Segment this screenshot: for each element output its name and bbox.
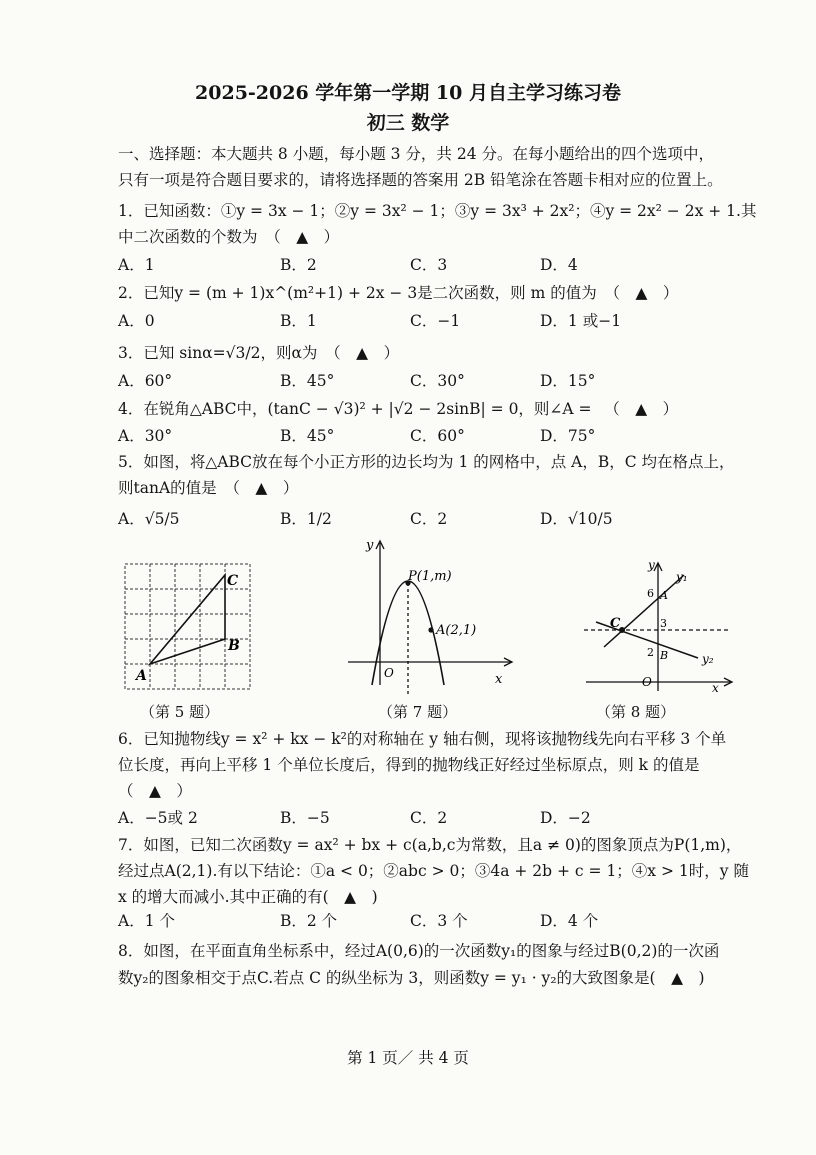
page-title: 2025-2026 学年第一学期 10 月自主学习练习卷 — [195, 82, 621, 104]
fig7-label-a: A(2,1) — [436, 623, 477, 638]
question-5-line-2: 则tanA的值是 （ ▲ ） — [118, 479, 299, 497]
question-1-option-a: A．1 — [118, 256, 155, 274]
fig8-tick-3: 3 — [660, 617, 667, 630]
question-6-line-3: （ ▲ ） — [118, 782, 192, 800]
fig7-label-x: x — [495, 672, 503, 687]
question-2-option-c: C．−1 — [410, 312, 461, 330]
figure-7-caption: （第 7 题） — [378, 703, 458, 721]
page-subtitle: 初三 数学 — [366, 112, 450, 134]
fig8-label-y: y — [648, 558, 655, 572]
fig7-label-y: y — [366, 538, 374, 553]
question-4-option-d: D．75° — [540, 427, 596, 445]
question-2-option-d: D．1 或−1 — [540, 312, 622, 330]
fig5-label-a: A — [136, 668, 147, 684]
page-footer: 第 1 页／ 共 4 页 — [347, 1049, 469, 1067]
question-1-line-2: 中二次函数的个数为 （ ▲ ） — [118, 228, 340, 246]
fig8-tick-2: 2 — [647, 646, 654, 659]
fig8-tick-6: 6 — [647, 587, 654, 600]
fig8-label-origin: O — [642, 675, 652, 689]
question-1-option-b: B．2 — [280, 256, 317, 274]
fig8-label-c: C — [610, 616, 621, 631]
fig8-label-y2: y₂ — [702, 652, 714, 666]
question-3-option-c: C．30° — [410, 372, 465, 390]
question-1-line-1: 1．已知函数：①y = 3x − 1；②y = 3x² − 1；③y = 3x³ + 2x²；④y = 2x² − 2x + 1.其 — [118, 202, 757, 220]
question-5-option-b: B．1/2 — [280, 510, 332, 528]
fig8-label-x: x — [712, 681, 719, 695]
question-6-option-d: D．−2 — [540, 809, 591, 827]
question-7-option-a: A．1 个 — [118, 912, 175, 930]
fig7-label-p: P(1,m) — [408, 569, 452, 584]
question-7-line-3: x 的增大而减小.其中正确的有( ▲ ) — [118, 888, 378, 906]
question-3-option-b: B．45° — [280, 372, 335, 390]
question-6-option-a: A．−5或 2 — [118, 809, 198, 827]
fig8-label-y1: y₁ — [676, 570, 688, 584]
question-7-line-1: 7．如图，已知二次函数y = ax² + bx + c(a,b,c为常数，且a ≠ 0)的图象顶点为P(1,m)， — [118, 836, 742, 854]
figure-5-grid-triangle — [110, 555, 260, 695]
question-3-line-1: 3．已知 sinα=√3/2，则α为 （ ▲ ） — [118, 344, 400, 362]
question-6-option-b: B．−5 — [280, 809, 330, 827]
question-8-line-1: 8．如图，在平面直角坐标系中，经过A(0,6)的一次函数y₁的图象与经过B(0,2)的一次函 — [118, 942, 720, 960]
question-5-option-d: D．√10/5 — [540, 510, 613, 528]
question-7-line-2: 经过点A(2,1).有以下结论：①a < 0；②abc > 0；③4a + 2b + c = 1；④x > 1时，y 随 — [118, 862, 749, 880]
question-6-option-c: C．2 — [410, 809, 448, 827]
question-2-option-a: A．0 — [118, 312, 155, 330]
question-2-option-b: B．1 — [280, 312, 317, 330]
question-4-line-1: 4．在锐角△ABC中，(tanC − √3)² + |√2 − 2sinB| = 0，则∠A = （ ▲ ） — [118, 400, 679, 418]
question-6-line-1: 6．已知抛物线y = x² + kx − k²的对称轴在 y 轴右侧，现将该抛物线先向右平移 3 个单 — [118, 730, 727, 748]
figure-8-caption: （第 8 题） — [596, 703, 676, 721]
figure-8-lines — [580, 555, 740, 695]
question-8-line-2: 数y₂的图象相交于点C.若点 C 的纵坐标为 3，则函数y = y₁ · y₂的大致图象是( ▲ ) — [118, 969, 705, 987]
question-1-option-c: C．3 — [410, 256, 448, 274]
fig8-label-a: A — [660, 589, 668, 602]
fig5-label-c: C — [227, 573, 239, 589]
fig7-label-origin: O — [384, 666, 394, 680]
question-1-option-d: D．4 — [540, 256, 578, 274]
fig8-label-b: B — [660, 649, 669, 662]
figure-5-caption: （第 5 题） — [140, 703, 220, 721]
question-6-line-2: 位长度，再向上平移 1 个单位长度后，得到的抛物线正好经过坐标原点，则 k 的值是 — [118, 756, 700, 774]
question-5-option-c: C．2 — [410, 510, 448, 528]
question-4-option-b: B．45° — [280, 427, 335, 445]
section-instruction-line-1: 一、选择题：本大题共 8 小题，每小题 3 分，共 24 分。在每小题给出的四个选项中， — [118, 145, 715, 163]
question-7-option-c: C．3 个 — [410, 912, 468, 930]
question-4-option-c: C．60° — [410, 427, 465, 445]
figure-7-parabola — [340, 535, 520, 700]
question-7-option-d: D．4 个 — [540, 912, 599, 930]
fig5-label-b: B — [228, 638, 240, 654]
question-7-option-b: B．2 个 — [280, 912, 338, 930]
question-2-line-1: 2．已知y = (m + 1)x^(m²+1) + 2x − 3是二次函数，则 m 的值为 （ ▲ ） — [118, 284, 679, 302]
question-3-option-a: A．60° — [118, 372, 173, 390]
question-5-option-a: A．√5/5 — [118, 510, 180, 528]
question-3-option-d: D．15° — [540, 372, 596, 390]
question-5-line-1: 5．如图，将△ABC放在每个小正方形的边长均为 1 的网格中，点 A，B，C 均在格点上， — [118, 453, 735, 471]
question-4-option-a: A．30° — [118, 427, 173, 445]
triangle-abc — [150, 575, 225, 664]
section-instruction-line-2: 只有一项是符合题目要求的，请将选择题的答案用 2B 铅笔涂在答题卡相对应的位置上。 — [118, 171, 723, 189]
